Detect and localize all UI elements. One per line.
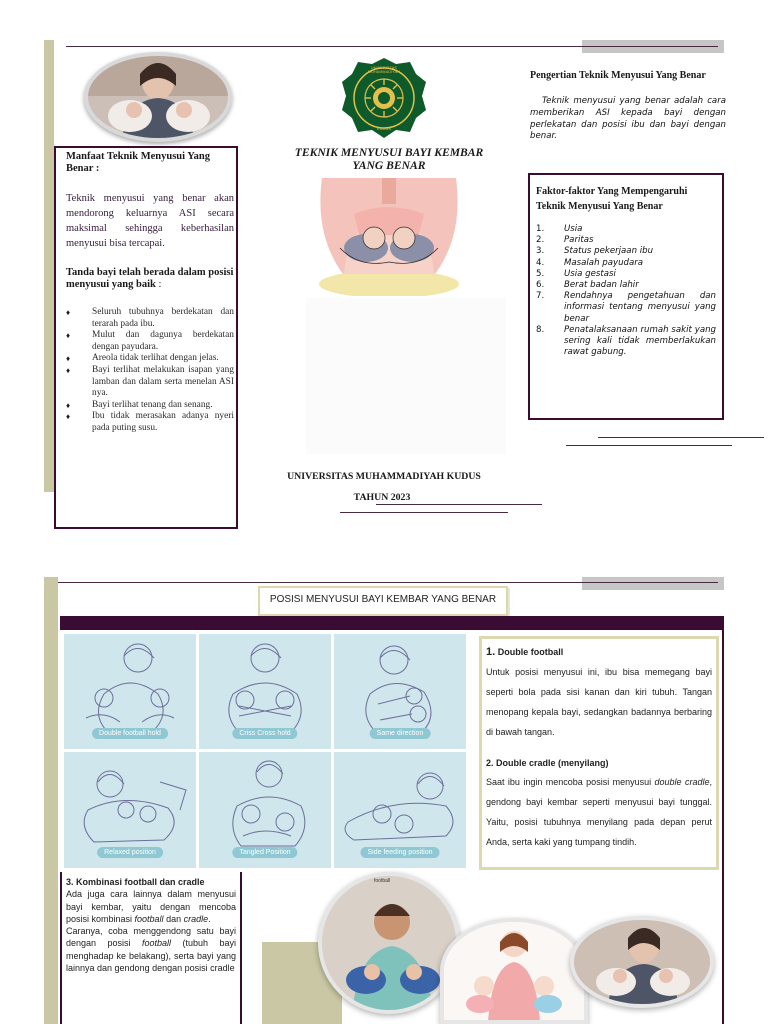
position-label: Tangled Position <box>232 847 297 858</box>
year-underline-2 <box>340 512 508 513</box>
positions-title: POSISI MENYUSUI BAYI KEMBAR YANG BENAR <box>269 594 497 605</box>
double-cradle-heading: 2. Double cradle (menyilang) <box>486 758 609 768</box>
benefits-text: Teknik menyusui yang benar akan mendorong keluarnya ASI secara maksimal sehingga keberhasilan menyusui bisa tercapai. <box>66 193 234 249</box>
double-football-heading <box>486 645 712 659</box>
list-item: ♦ Areola tidak terlihat dengan jelas. <box>66 353 234 365</box>
list-text: Penatalaksanaan rumah sakit yang sering kali tidak memberlakukan rawat gabung. <box>564 324 716 358</box>
factors-section <box>536 184 716 358</box>
list-text: Masalah payudara <box>564 257 644 268</box>
year-underline <box>376 504 542 505</box>
list-text: Usia gestasi <box>564 268 616 279</box>
top-rule-2 <box>58 582 718 583</box>
list-text: Usia <box>564 224 583 234</box>
positions-diagram <box>62 632 468 870</box>
olive-side-bar <box>44 40 54 492</box>
list-item: ♦ Bayi terlihat melakukan isapan yang lamban dan dalam serta menelan ASI nya. <box>66 365 234 400</box>
list-text: Berat badan lahir <box>564 280 639 291</box>
heading-number: 1. <box>486 646 496 658</box>
combo-text-part: . <box>208 913 211 924</box>
maroon-right-border <box>722 616 724 1024</box>
list-number: 6. <box>536 280 545 291</box>
year-label: TAHUN 2023 <box>353 492 411 503</box>
university-logo <box>340 56 428 140</box>
list-item: ♦ Bayi terlihat tenang dan senang. <box>66 400 234 412</box>
combination-section <box>66 876 236 974</box>
double-cradle-term: double cradle <box>654 777 710 787</box>
list-item <box>536 280 716 291</box>
photo-caption-fragment: football <box>374 878 391 884</box>
definition-body: Teknik menyusui yang benar adalah cara memberikan ASI kepada bayi dengan perlekatan dan posisi ibu dan bayi dengan benar. <box>530 96 726 142</box>
university-name: UNIVERSITAS MUHAMMADIYAH KUDUS <box>287 471 481 482</box>
list-number: 8. <box>536 324 545 335</box>
signs-heading-text: Tanda bayi telah berada dalam posisi menyusui yang baik <box>66 267 234 290</box>
position-cell <box>64 752 196 868</box>
double-cradle-section <box>482 752 716 852</box>
twins-football-photo <box>318 872 460 1014</box>
positions-info-box <box>479 636 719 870</box>
list-item <box>536 258 716 269</box>
list-item <box>536 291 716 325</box>
position-cell <box>334 634 466 749</box>
right-rule-2 <box>566 445 732 446</box>
position-label: Side feeding position <box>361 847 440 858</box>
top-rule <box>66 46 718 47</box>
twins-cartoon-photo <box>440 918 588 1024</box>
position-label: Criss Cross hold <box>232 728 297 739</box>
definition-section <box>530 70 726 143</box>
position-cell <box>64 634 196 749</box>
position-label: Double football hold <box>92 728 168 739</box>
list-item: ♦ Mulut dan dagunya berdekatan dengan payudara. <box>66 330 234 353</box>
factors-heading: Faktor-faktor Yang Mempengaruhi Teknik Menyusui Yang Benar <box>536 186 688 212</box>
breastfeeding-illustration <box>314 178 464 296</box>
list-item <box>536 235 716 246</box>
mother-twins-photo <box>84 52 232 142</box>
list-number: 4. <box>536 257 545 268</box>
combination-text-1 <box>66 888 236 925</box>
list-text: Paritas <box>564 235 594 246</box>
factors-list <box>536 224 716 358</box>
list-number: 3. <box>536 246 545 257</box>
position-label: Same direction <box>370 728 431 739</box>
title-line-1: TEKNIK MENYUSUI BAYI KEMBAR <box>294 146 484 159</box>
list-text: Status pekerjaan ibu <box>564 246 654 257</box>
definition-text <box>530 96 726 143</box>
position-label: Relaxed position <box>97 847 163 858</box>
position-cell <box>334 752 466 868</box>
signs-heading-suffix: : <box>155 279 162 290</box>
position-cell <box>199 634 331 749</box>
leaflet-title <box>266 146 512 172</box>
combination-text-2 <box>66 925 236 974</box>
list-item <box>536 325 716 359</box>
olive-side-bar-2 <box>44 577 58 1024</box>
right-rule-1 <box>598 437 764 438</box>
double-football-text: Untuk posisi menyusui ini, ibu bisa memegang bayi seperti bola pada sisi kanan dan kiri tubuh. Tangan menopang kepala bayi, sedangkan badannya berbaring di bawah tangan. <box>486 667 712 737</box>
list-number: 1. <box>536 224 545 234</box>
logo-ring-text: UNIVERSITAS MUHAMMADIYAH <box>367 66 401 74</box>
double-cradle-text-b: , gendong bayi kembar seperti menyusui bayi tunggal. Yaitu, posisi tubuhnya menyilang pada depan perut Anda, serta kaki yang tumpang tindih. <box>486 777 712 847</box>
double-football-section <box>482 639 716 742</box>
signs-heading <box>66 267 234 291</box>
double-cradle-text-a: Saat ibu ingin mencoba posisi menyusui <box>486 777 655 787</box>
signs-list <box>66 307 234 435</box>
double-cradle-text <box>486 772 712 852</box>
combo-text-part: (tubuh bayi menghadap ke belakang), serta bayi yang lainnya dan gendong dengan posisi cradle <box>66 938 237 974</box>
position-cell <box>199 752 331 868</box>
definition-heading: Pengertian Teknik Menyusui Yang Benar <box>530 70 706 81</box>
combo-text-part: Ada juga cara lainnya dalam menyusui bayi kembar, yaitu dengan mencoba posisi kombinasi <box>66 889 236 924</box>
list-item: ♦ Seluruh tubuhnya berdekatan dan terarah pada ibu. <box>66 307 234 330</box>
list-number: 2. <box>536 235 545 246</box>
positions-title-box <box>258 586 508 616</box>
grey-top-bar-2 <box>582 577 724 590</box>
combo-term: football <box>142 938 172 949</box>
combo-term: football <box>134 913 164 924</box>
combo-term: cradle <box>183 913 209 924</box>
logo-bottom-text: KUDUS <box>376 126 391 131</box>
mother-twins-oval-photo <box>570 916 714 1008</box>
combination-heading: 3. Kombinasi football dan cradle <box>66 877 205 887</box>
title-line-2: YANG BENAR <box>352 159 426 172</box>
heading-text: Double football <box>497 647 564 657</box>
list-text: Rendahnya pengetahuan dan informasi tentang menyusui yang benar <box>564 291 716 324</box>
list-item <box>536 246 716 257</box>
list-item <box>536 269 716 280</box>
list-item: ♦ Ibu tidak merasakan adanya nyeri pada puting susu. <box>66 411 234 434</box>
blank-image-area <box>306 298 506 454</box>
benefits-section <box>66 151 234 435</box>
list-number: 7. <box>536 291 545 302</box>
combo-text-part: dan <box>163 913 184 924</box>
list-item <box>536 224 716 235</box>
maroon-band <box>60 616 724 630</box>
list-number: 5. <box>536 268 545 279</box>
benefits-heading: Manfaat Teknik Menyusui Yang Benar : <box>66 151 211 174</box>
combo-text-part: Caranya, coba menggendong satu bayi dengan posisi <box>66 926 236 949</box>
